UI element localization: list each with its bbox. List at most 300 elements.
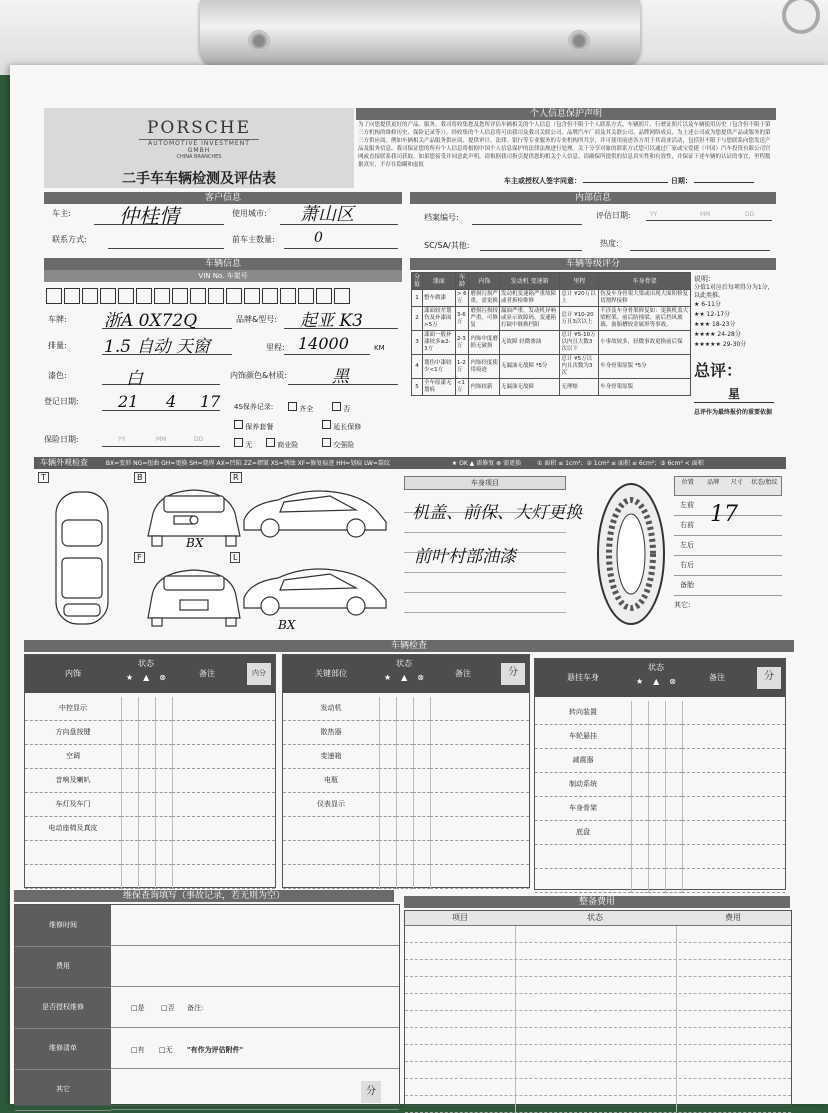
inspection-item — [283, 865, 379, 889]
inspection-row[interactable] — [535, 869, 785, 893]
interior-panel — [24, 654, 276, 888]
state-cell[interactable] — [396, 841, 413, 865]
note-cell[interactable] — [430, 865, 529, 889]
state-cell[interactable] — [379, 745, 396, 769]
legend-note: 分值1对应后每项得分为1分，以此类推。 — [694, 284, 774, 299]
car-left-view-icon[interactable] — [244, 569, 386, 615]
inspection-item: 车轮悬挂 — [535, 725, 631, 749]
disp-value[interactable]: 1.5 自动 天窗 — [104, 337, 210, 357]
refurb-row[interactable] — [405, 977, 791, 994]
grade-cell: <1万 — [455, 379, 469, 396]
maintenance-header: 维保查询填写（事故记录，若无则为空） — [14, 890, 394, 902]
state-cell[interactable] — [121, 769, 138, 793]
grade-row — [412, 379, 691, 396]
vin-label: VIN No. 车架号 — [44, 270, 402, 282]
have-checkbox[interactable]: □有 — [131, 1046, 145, 1054]
inspection-item: 空调 — [25, 745, 121, 769]
inspection-row[interactable] — [283, 865, 529, 889]
state-icons: ★ ▲ ⊗ — [635, 677, 676, 686]
note-cell[interactable] — [430, 793, 529, 817]
note-cell[interactable] — [172, 769, 275, 793]
note-cell[interactable] — [682, 725, 785, 749]
grade-cell: 内饰中度磨损无破损 — [469, 331, 500, 355]
color-label: 漆色: — [48, 371, 67, 380]
state-cell[interactable] — [413, 721, 430, 745]
left-defect-note[interactable]: BX — [278, 618, 296, 632]
state-cell[interactable] — [121, 841, 138, 865]
state-cell[interactable] — [155, 793, 172, 817]
state-cell[interactable] — [138, 697, 155, 721]
maintenance-row-field[interactable] — [111, 945, 399, 946]
inspection-row[interactable] — [535, 845, 785, 869]
state-cell[interactable] — [665, 869, 682, 893]
inspection-row[interactable] — [25, 841, 275, 865]
state-cell[interactable] — [665, 725, 682, 749]
state-cell[interactable] — [413, 841, 430, 865]
eval-yy[interactable]: YY — [650, 211, 658, 218]
commercial-checkbox[interactable]: 商业险 — [266, 438, 298, 450]
state-cell[interactable] — [631, 749, 648, 773]
grade-col-3: 内饰 — [469, 273, 500, 290]
inspection-row[interactable] — [25, 745, 275, 769]
state-cell[interactable] — [379, 769, 396, 793]
inspection-row[interactable] — [283, 817, 529, 841]
refurb-row[interactable] — [405, 960, 791, 977]
inspection-row[interactable] — [535, 725, 785, 749]
state-cell[interactable] — [665, 749, 682, 773]
body-items-panel — [404, 476, 582, 636]
grade-cell: 发动机变速箱严重故障或者拆检维修 — [500, 290, 560, 307]
view-label-r: R — [230, 472, 242, 483]
exterior-header-bar: 车辆外观检查 BX=变形 NG=扭曲 GH=更换 SH=烧焊 AX=凹陷 ZZ=褶皱 XS=锈蚀 XF=修复痕迹 HH=划痕 LW=裂纹 ★ OK ▲ 需修复 ⊗ 需更换 ① 面积 ≤ 1cm²；② 1cm² ≤ 面积 ≤ 6cm²；③ 6cm² < 面积 — [34, 457, 786, 469]
state-cell[interactable] — [379, 817, 396, 841]
state-cell[interactable] — [413, 745, 430, 769]
inspection-row[interactable] — [283, 841, 529, 865]
state-cell[interactable] — [138, 769, 155, 793]
state-cell[interactable] — [121, 721, 138, 745]
state-cell[interactable] — [665, 821, 682, 845]
vehicle-section — [44, 306, 404, 456]
inspection-row[interactable] — [535, 821, 785, 845]
inspection-row[interactable] — [25, 817, 275, 841]
refurb-col-cost: 费用 — [725, 913, 741, 922]
inspection-item: 中控显示 — [25, 697, 121, 721]
inspection-item: 方向盘按键 — [25, 721, 121, 745]
mileage-value[interactable]: 14000 — [298, 334, 349, 353]
ins-none-checkbox[interactable]: 无 — [234, 438, 252, 450]
state-cell[interactable] — [396, 697, 413, 721]
grade-row — [412, 290, 691, 307]
note-cell[interactable] — [172, 745, 275, 769]
state-icons: ★ ▲ ⊗ — [383, 673, 424, 682]
grade-col-6: 车身骨架 — [599, 273, 691, 290]
no-checkbox[interactable]: □否 — [161, 1004, 175, 1012]
state-cell[interactable] — [121, 817, 138, 841]
state-cell[interactable] — [631, 845, 648, 869]
maintenance-row-field[interactable] — [111, 1027, 399, 1028]
state-cell[interactable] — [631, 701, 648, 725]
state-cell[interactable] — [413, 793, 430, 817]
chassis-title: 悬挂车身 — [567, 673, 599, 682]
refurb-panel — [404, 910, 792, 1106]
repair-legend: 需修复 — [476, 460, 495, 467]
grade-cell: 磨损污损严重，需更换 — [469, 290, 500, 307]
state-cell[interactable] — [665, 701, 682, 725]
brand-sub2: CHINA BRANCHES — [176, 154, 222, 160]
grade-row — [412, 307, 691, 331]
refurb-col-state: 状态 — [587, 913, 603, 922]
maintenance-row-label: 维修清单 — [15, 1028, 111, 1070]
state-cell[interactable] — [631, 773, 648, 797]
key-title: 关键部位 — [315, 669, 347, 678]
state-cell[interactable] — [631, 821, 648, 845]
state-cell[interactable] — [379, 841, 396, 865]
chassis-score-box[interactable]: 分 — [757, 667, 781, 689]
state-cell[interactable] — [121, 865, 138, 889]
prev-owners-value[interactable]: 0 — [314, 230, 323, 246]
star-label[interactable]: 星 — [694, 385, 774, 403]
note-cell[interactable] — [430, 697, 529, 721]
state-cell[interactable] — [155, 745, 172, 769]
compulsory-checkbox[interactable]: 交强险 — [322, 438, 354, 450]
inspection-item — [25, 865, 121, 889]
grade-col-1: 漆面 — [423, 273, 456, 290]
inspection-item: 变速箱 — [283, 745, 379, 769]
ok-legend: OK — [459, 460, 468, 467]
grade-cell: 无漏油无故障 *5分 — [500, 355, 560, 379]
state-cell[interactable] — [155, 865, 172, 889]
state-cell[interactable] — [413, 817, 430, 841]
state-cell[interactable] — [631, 797, 648, 821]
view-label-l: L — [230, 552, 240, 563]
state-cell[interactable] — [396, 769, 413, 793]
note-cell[interactable] — [430, 721, 529, 745]
chassis-panel — [534, 658, 786, 890]
reg-dd[interactable]: 17 — [200, 392, 221, 411]
inspection-row[interactable] — [535, 797, 785, 821]
state-cell[interactable] — [413, 697, 430, 721]
state-cell[interactable] — [379, 865, 396, 889]
inspection-row[interactable] — [283, 793, 529, 817]
inspection-row[interactable] — [25, 865, 275, 889]
ins-yy[interactable]: YY — [118, 436, 126, 443]
state-cell[interactable] — [138, 721, 155, 745]
inspection-header: 车辆检查 — [24, 640, 794, 652]
reg-yy[interactable]: 21 — [118, 392, 139, 411]
inspection-row[interactable] — [25, 769, 275, 793]
grade-col-0: 分值 — [412, 273, 423, 290]
car-right-view-icon[interactable] — [244, 491, 386, 537]
city-value[interactable]: 萧山区 — [300, 204, 354, 225]
tire-position: 右后 — [680, 561, 694, 569]
inspection-item: 音响及喇叭 — [25, 769, 121, 793]
maint-no-checkbox[interactable]: 否 — [332, 402, 350, 414]
grade-cell: 车身骨架原版 *5分 — [599, 355, 691, 379]
inspection-row[interactable] — [283, 721, 529, 745]
maint-full-checkbox[interactable]: 齐全 — [288, 402, 313, 414]
privacy-section — [356, 108, 776, 188]
state-cell[interactable] — [155, 697, 172, 721]
refurb-row[interactable] — [405, 1045, 791, 1062]
grade-cell: 漆面较差划伤及补漆面>5万 — [423, 307, 456, 331]
grade-header: 车辆等级评分 — [410, 258, 776, 270]
sign-date-field[interactable] — [694, 182, 754, 183]
state-cell[interactable] — [379, 793, 396, 817]
tire-row[interactable] — [674, 556, 782, 576]
refurb-row[interactable] — [405, 994, 791, 1011]
maintenance-row-field[interactable] — [111, 1068, 399, 1069]
inspection-item: 电瓶 — [283, 769, 379, 793]
state-cell[interactable] — [138, 865, 155, 889]
note-cell[interactable] — [172, 793, 275, 817]
body-note-1[interactable]: 机盖、前保、大灯更换 — [412, 503, 582, 523]
reg-mm[interactable]: 4 — [166, 392, 177, 411]
refurb-row[interactable] — [405, 1079, 791, 1096]
none-checkbox[interactable]: □无 — [159, 1046, 173, 1054]
owner-value[interactable]: 仲桂情 — [119, 204, 179, 228]
inspection-item: 车灯及车门 — [25, 793, 121, 817]
note-cell[interactable] — [172, 865, 275, 889]
model-value[interactable]: 起亚 K3 — [300, 311, 363, 331]
note-cell[interactable] — [682, 701, 785, 725]
inspection-row[interactable] — [535, 773, 785, 797]
maintenance-row-field[interactable] — [111, 986, 399, 987]
grade-cell: 5 — [412, 379, 423, 396]
state-cell[interactable] — [396, 865, 413, 889]
eval-dd[interactable]: DD — [745, 211, 755, 218]
grade-legend — [694, 272, 774, 452]
refurb-row[interactable] — [405, 1096, 791, 1113]
grade-cell: 磨损污损较严重，可修复 — [469, 307, 500, 331]
grade-cell: 伤及车身骨架大梁或出现大面积修复切割焊接修 — [599, 290, 691, 307]
contact-label: 联系方式: — [52, 235, 87, 244]
interior-title: 内饰 — [65, 669, 81, 678]
state-cell[interactable] — [138, 817, 155, 841]
state-cell[interactable] — [396, 817, 413, 841]
customer-header: 客户信息 — [44, 192, 402, 204]
inspection-row[interactable] — [535, 701, 785, 725]
state-cell[interactable] — [379, 697, 396, 721]
interior-score-box[interactable]: 内分 — [247, 663, 271, 685]
ext-warranty-checkbox[interactable]: 延长保修 — [322, 420, 361, 432]
tire-col-1: 品牌 — [707, 479, 720, 486]
inspection-row[interactable] — [283, 697, 529, 721]
state-cell[interactable] — [665, 845, 682, 869]
note-cell[interactable] — [430, 769, 529, 793]
grade-cell: 2 — [412, 307, 423, 331]
state-cell[interactable] — [396, 745, 413, 769]
state-cell[interactable] — [155, 841, 172, 865]
maint-score-box[interactable]: 分 — [361, 1081, 381, 1103]
grade-cell: 全车原漆无划痕 — [423, 379, 456, 396]
interior-value[interactable]: 黑 — [332, 367, 349, 387]
note-cell[interactable] — [682, 773, 785, 797]
sign-field[interactable] — [583, 182, 668, 183]
state-cell[interactable] — [631, 725, 648, 749]
privacy-text: 为了向您提供更好的产品、服务，我司将收集您及您所评估车辆相关的个人信息（包含但不限于个人联系方式、车辆照片、行驶证照片以及车辆使用历史（包含但不限于第三方机构的维修历史、保险记录等））。经收集的个人信息将可由我司及我司关联公司、品牌汽车厂商及其关联公司、品牌网络成员、为上述公司或为您提供产品或服务的第三方供应商，例如车辆相关产品服务供应商、提供审计、法律、银行等专业服务的专业机构所共享，并可使用前述各方用于其商业活动，包括但不限于与您联系向您发送产品及服务信息。我司保证您的所有个人信息将根据中国个人信息保护的法律法规进行处理。关于分享对象的联系方式您可以通过厂家或宝爱捷（中国）汽车投资有限公司官网或直接联系我司获取。如果您接受并同意此声明，请根据我司指引提供您的相关个人信息。请确保所提供的信息真实性和有效性，并保证下述车辆的认证的事宜，里程数据真实，不存在隐瞒和虚报 — [358, 122, 771, 168]
other-label: 其它: — [674, 601, 691, 609]
inspection-item — [283, 841, 379, 865]
car-diagram-area — [34, 470, 400, 636]
inspection-row[interactable] — [535, 749, 785, 773]
tire-row[interactable] — [674, 536, 782, 556]
state-cell[interactable] — [648, 821, 665, 845]
ins-label: 保险日期: — [44, 435, 79, 444]
tire-note[interactable]: 17 — [710, 502, 738, 527]
note-cell[interactable] — [682, 821, 785, 845]
ins-mm[interactable]: MM — [156, 436, 167, 443]
refurb-row[interactable] — [405, 943, 791, 960]
state-cell[interactable] — [121, 793, 138, 817]
grade-cell: 1-2万 — [455, 355, 469, 379]
view-label-f: F — [134, 552, 145, 563]
eval-mm[interactable]: MM — [700, 211, 711, 218]
state-cell[interactable] — [648, 869, 665, 893]
dent-legend: ① 面积 ≤ 1cm²；② 1cm² ≤ 面积 ≤ 6cm²；③ 6cm² < 面积 — [537, 460, 704, 467]
state-cell[interactable] — [648, 797, 665, 821]
inspection-row[interactable] — [25, 793, 275, 817]
state-cell[interactable] — [648, 725, 665, 749]
inspection-row[interactable] — [283, 745, 529, 769]
state-cell[interactable] — [155, 721, 172, 745]
inspection-row[interactable] — [283, 769, 529, 793]
state-cell[interactable] — [138, 745, 155, 769]
form-header — [44, 108, 354, 188]
refurb-row[interactable] — [405, 1062, 791, 1079]
grade-cell: 无理赔 — [560, 379, 599, 396]
grade-cell: 内饰较新 — [469, 379, 500, 396]
model-label: 品牌&型号: — [236, 315, 277, 324]
rear-defect-note[interactable]: BX — [186, 536, 204, 550]
key-score-box[interactable]: 分 — [501, 663, 525, 685]
owner-label: 车主: — [52, 209, 71, 218]
view-label-t: T — [38, 472, 49, 483]
state-cell[interactable] — [648, 701, 665, 725]
state-cell[interactable] — [413, 769, 430, 793]
state-cell[interactable] — [138, 793, 155, 817]
tire-position: 备胎 — [680, 581, 694, 589]
state-cell[interactable] — [379, 721, 396, 745]
note-cell[interactable] — [682, 869, 785, 893]
refurb-row[interactable] — [405, 1028, 791, 1045]
inspection-item: 车身骨架 — [535, 797, 631, 821]
grade-cell: 车身骨架原版 — [599, 379, 691, 396]
state-cell[interactable] — [665, 797, 682, 821]
state-icons: ★ ▲ ⊗ — [125, 673, 166, 682]
grade-cell: 4 — [412, 355, 423, 379]
legend-item: ★★★★★ 29-30分 — [694, 341, 747, 348]
tire-col-3: 状态/胎纹 — [751, 479, 778, 486]
sc-label: SC/SA/其他: — [424, 241, 470, 250]
state-cell[interactable] — [121, 697, 138, 721]
inspection-item: 散热器 — [283, 721, 379, 745]
state-cell[interactable] — [631, 869, 648, 893]
replace-legend: 需更换 — [503, 460, 522, 467]
state-cell[interactable] — [155, 769, 172, 793]
defect-codes: BX=变形 NG=扭曲 GH=更换 SH=烧焊 AX=凹陷 ZZ=褶皱 XS=锈蚀 XF=修复痕迹 HH=划痕 LW=裂纹 — [105, 460, 390, 467]
state-cell[interactable] — [121, 745, 138, 769]
grade-row — [412, 331, 691, 355]
note-cell[interactable] — [172, 697, 275, 721]
refurb-col-item: 项目 — [452, 913, 468, 922]
note-cell[interactable] — [430, 841, 529, 865]
brand-logo: PORSCHE — [146, 118, 252, 138]
footnote: 总评作为最终报价的重要依据 — [694, 409, 773, 416]
state-cell[interactable] — [413, 865, 430, 889]
grade-cell: 总计 ¥5万以内且次数为3次 — [560, 355, 599, 379]
refurb-row[interactable] — [405, 926, 791, 943]
inspection-item: 仪表显示 — [283, 793, 379, 817]
inspection-item — [535, 845, 631, 869]
car-top-view-icon[interactable] — [56, 492, 108, 624]
note-cell[interactable] — [430, 745, 529, 769]
refurb-row[interactable] — [405, 1011, 791, 1028]
ins-dd[interactable]: DD — [194, 436, 204, 443]
legend-item: ★ 6-11分 — [694, 301, 721, 308]
interior-label: 内饰颜色&材质: — [230, 371, 287, 380]
reg-label: 登记日期: — [44, 397, 79, 406]
grade-cell: 小事故较多，轻微事故更换前后保 — [599, 331, 691, 355]
state-cell[interactable] — [396, 793, 413, 817]
inspection-item: 电动座椅及真皮 — [25, 817, 121, 841]
note-cell[interactable] — [172, 841, 275, 865]
state-cell[interactable] — [648, 845, 665, 869]
note-cell[interactable] — [430, 817, 529, 841]
maintenance-row-field[interactable] — [111, 1109, 399, 1110]
note-cell[interactable] — [172, 817, 275, 841]
inspection-item — [283, 817, 379, 841]
attach-note: "有作为评估附件" — [187, 1046, 244, 1054]
plate-value[interactable]: 浙A 0X72Q — [104, 311, 198, 331]
grade-cell: 1 — [412, 290, 423, 307]
mileage-label: 里程: — [266, 343, 285, 352]
inspection-row[interactable] — [25, 721, 275, 745]
maintenance-row-label: 是否授权维修 — [15, 987, 111, 1029]
grade-cell: 无故障 轻微渗油 — [500, 331, 560, 355]
internal-header: 内部信息 — [410, 192, 776, 204]
note-cell[interactable] — [682, 797, 785, 821]
remark-label: 备注: — [187, 1004, 204, 1012]
state-cell[interactable] — [648, 749, 665, 773]
grade-col-2: 车龄 — [455, 273, 469, 290]
warranty-checkbox[interactable]: 保养套餐 — [234, 420, 273, 432]
note-cell[interactable] — [682, 749, 785, 773]
car-front-view-icon[interactable] — [148, 570, 240, 626]
state-cell[interactable] — [665, 773, 682, 797]
state-cell[interactable] — [155, 817, 172, 841]
mileage-unit: KM — [374, 344, 385, 352]
plate-label: 车牌: — [48, 315, 67, 324]
note-cell[interactable] — [682, 845, 785, 869]
state-cell[interactable] — [138, 841, 155, 865]
grade-col-4: 发动机 变速箱 — [500, 273, 560, 290]
inspection-row[interactable] — [25, 697, 275, 721]
body-note-2[interactable]: 前叶村部油漆 — [414, 547, 516, 567]
note-cell[interactable] — [172, 721, 275, 745]
yes-checkbox[interactable]: □是 — [131, 1004, 145, 1012]
tire-row[interactable] — [674, 576, 782, 596]
tire-position: 右前 — [680, 521, 694, 529]
state-cell[interactable] — [648, 773, 665, 797]
color-value[interactable]: 白 — [126, 369, 143, 389]
vin-boxes[interactable] — [46, 288, 404, 308]
form-title: 二手车车辆检测及评估表 — [122, 171, 276, 187]
brand-sub: AUTOMOTIVE INVESTMENT GMBH — [139, 139, 259, 154]
grade-row — [412, 355, 691, 379]
state-cell[interactable] — [396, 721, 413, 745]
eval-date-label: 评估日期: — [596, 211, 631, 220]
maintenance-panel — [14, 904, 400, 1106]
